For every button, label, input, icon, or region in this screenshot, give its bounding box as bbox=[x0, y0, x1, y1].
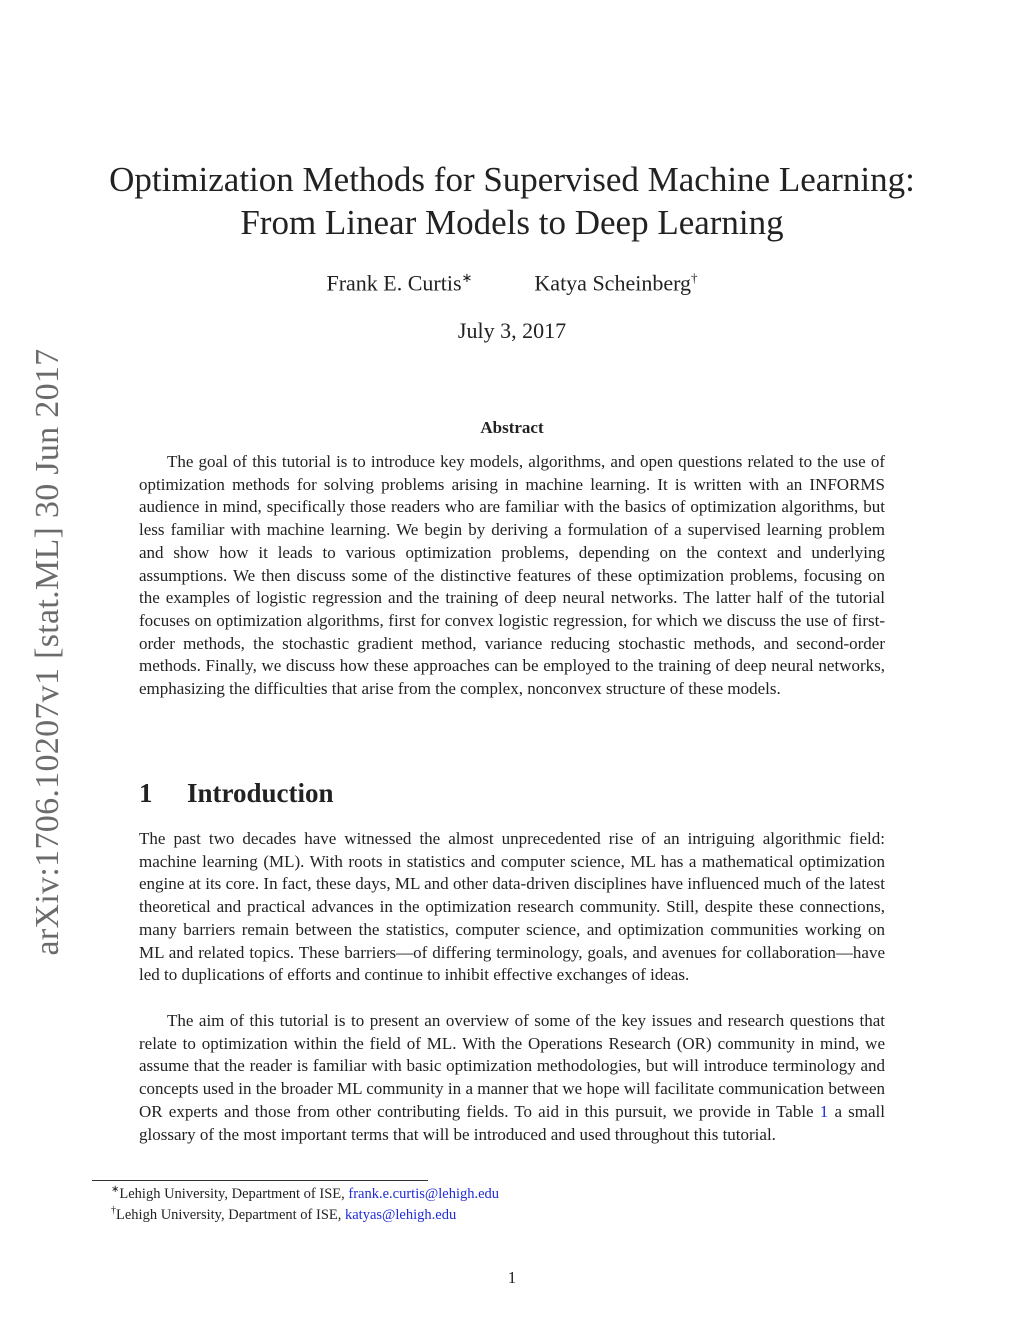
table-reference-link[interactable]: 1 bbox=[819, 1101, 829, 1121]
section-title: Introduction bbox=[187, 778, 334, 808]
arxiv-identifier: arXiv:1706.10207v1 [stat.ML] 30 Jun 2017 bbox=[29, 348, 66, 956]
author-list bbox=[0, 270, 1024, 296]
section-heading bbox=[139, 778, 334, 809]
author-2 bbox=[534, 270, 697, 296]
footnote-1 bbox=[111, 1184, 499, 1203]
intro-paragraph-2 bbox=[139, 1010, 885, 1146]
section-number: 1 bbox=[139, 778, 153, 808]
footnote-divider bbox=[92, 1180, 428, 1181]
footnote-1-affiliation: Lehigh University, Department of ISE, bbox=[119, 1185, 349, 1202]
footnote-1-email-link[interactable]: frank.e.curtis@lehigh.edu bbox=[348, 1185, 500, 1202]
intro-paragraph-1: The past two decades have witnessed the almost unprecedented rise of an intriguing algorithmic field: machine learning (ML). With roots in statistics and computer science, ML has a mathematical optimization engine at its core. In fact, these days, ML and other data-driven disciplines have influenced much of the latest theoretical and practical advances in the optimization research community. Still, despite these connections, many barriers remain between the statistics, computer science, and optimization communities working on ML and related topics. These barriers—of differing terminology, goals, and avenues for collaboration—have led to duplications of efforts and continue to inhibit effective exchanges of ideas. bbox=[139, 829, 885, 985]
page-number: 1 bbox=[507, 1268, 517, 1287]
title-line-2: From Linear Models to Deep Learning bbox=[240, 203, 784, 242]
footnote-2-mark: † bbox=[111, 1205, 116, 1216]
footnote-1-mark: ∗ bbox=[111, 1184, 120, 1195]
abstract-text: The goal of this tutorial is to introduce key models, algorithms, and open questions related to the use of optimization methods for solving problems arising in machine learning. It is written with an INFORMS audience in mind, specifically those readers who are familiar with the basics of optimization algorithms, but less familiar with machine learning. We begin by deriving a formulation of a supervised learning problem and show how it leads to various optimization problems, depending on the context and underlying assumptions. We then discuss some of the distinctive features of these optimization problems, focusing on the examples of logistic regression and the training of deep neural networks. The latter half of the tutorial focuses on optimization algorithms, first for convex logistic regression, for which we discuss the use of first-order methods, the stochastic gradient method, variance reducing stochastic methods, and second-order methods. Finally, we discuss how these approaches can be employed to the training of deep neural networks, emphasizing the difficulties that arise from the complex, nonconvex structure of these models. bbox=[139, 452, 885, 699]
intro-paragraph-2-text-after: a small glossary of the most important terms that will be introduced and used throughout this tutorial. bbox=[139, 1101, 885, 1144]
abstract-heading: Abstract bbox=[480, 418, 544, 437]
author-2-footnote-mark: † bbox=[691, 270, 698, 285]
paper-title bbox=[100, 158, 924, 244]
footnote-2-email-link[interactable]: katyas@lehigh.edu bbox=[345, 1206, 457, 1223]
footnote-2 bbox=[111, 1205, 456, 1224]
publication-date: July 3, 2017 bbox=[457, 318, 567, 343]
author-1-footnote-mark: ∗ bbox=[461, 270, 473, 285]
title-line-1: Optimization Methods for Supervised Machine Learning: bbox=[109, 160, 915, 199]
author-2-name: Katya Scheinberg bbox=[534, 270, 692, 296]
author-1-name: Frank E. Curtis bbox=[326, 270, 462, 296]
footnote-2-affiliation: Lehigh University, Department of ISE, bbox=[116, 1206, 345, 1223]
intro-paragraph-2-text-before: The aim of this tutorial is to present an overview of some of the key issues and research questions that relate to optimization within the field of ML. With the Operations Research (OR) community in mind, we assume that the reader is familiar with basic optimization methodologies, but will introduce terminology and concepts used in the broader ML community in a manner that we hope will facilitate communication between OR experts and those from other contributing fields. To aid in this pursuit, we provide in Table bbox=[139, 1011, 885, 1121]
author-1 bbox=[326, 270, 472, 296]
